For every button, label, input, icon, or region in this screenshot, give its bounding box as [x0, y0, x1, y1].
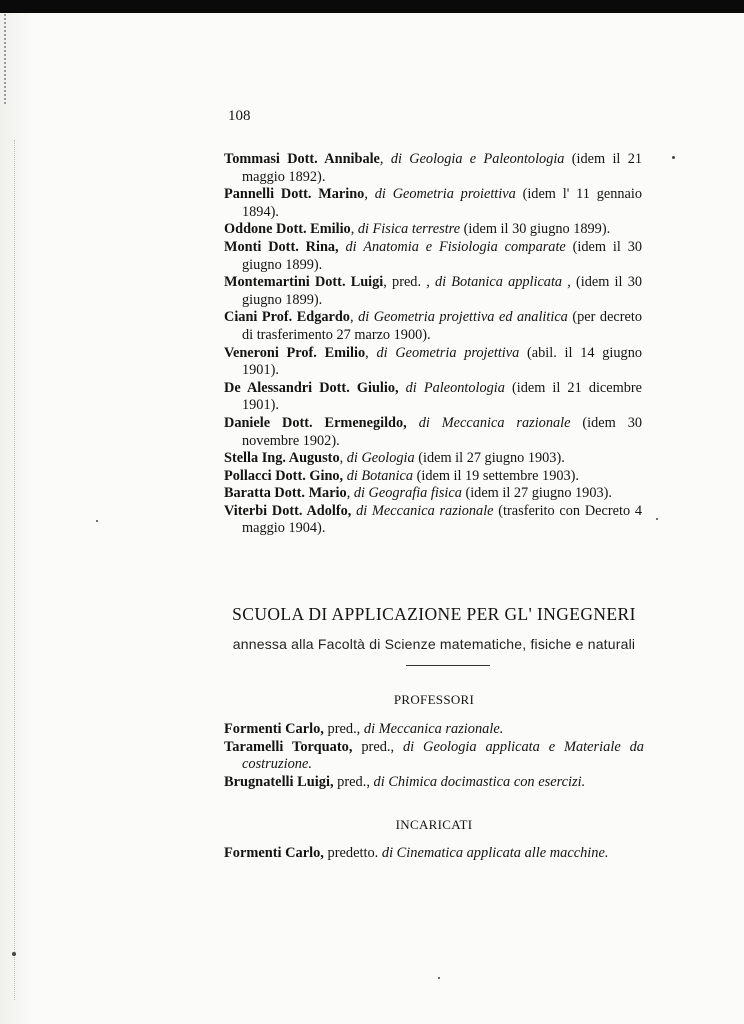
person-name: Stella Ing. Augusto — [224, 450, 340, 467]
role: predetto. — [327, 845, 379, 861]
list-item: Baratta Dott. Mario, di Geografia fisica (idem il 27 giugno 1903). — [224, 485, 612, 502]
entry-note: (idem il 30 giugno 1899). — [242, 274, 642, 308]
section-heading-incaricati: INCARICATI — [395, 817, 473, 832]
person-name: Formenti Carlo, — [224, 845, 324, 861]
subject: di Chimica docimastica con esercizi. — [373, 773, 586, 790]
list-item — [224, 739, 644, 774]
person-name: De Alessandri Dott. Giulio, — [224, 379, 399, 396]
entry-note: (per decreto di trasferimento 27 marzo 1900). — [242, 309, 642, 343]
list-item — [224, 468, 642, 486]
list-item — [224, 415, 642, 450]
entry-note: (trasferito con Decreto 4 maggio 1904). — [242, 502, 643, 537]
list-item: Montemartini Dott. Luigi, pred. , di Botanica applicata , (idem il 30 giugno 1899). — [224, 274, 642, 308]
person-name: Pollacci Dott. Gino, — [224, 467, 344, 484]
subject: di Anatomia e Fisiologia comparate — [345, 238, 566, 255]
person-name: Ciani Prof. Edgardo — [224, 309, 350, 326]
list-item: Tommasi Dott. Annibale, di Geologia e Paleontologia (idem il 21 maggio 1892). — [224, 151, 643, 185]
section-heading-professori: PROFESSORI — [393, 692, 475, 707]
school-subtitle: annessa alla Facoltà di Scienze matematiche, fisiche e naturali — [232, 636, 636, 652]
list-item: Stella Ing. Augusto, di Geologia (idem il 27 giugno 1903). — [224, 450, 565, 467]
scan-speck — [12, 952, 16, 956]
list-item — [224, 239, 642, 274]
list-item: Veneroni Prof. Emilio, di Geometria projettiva (abil. il 14 giugno 1901). — [224, 344, 642, 379]
list-item — [224, 380, 642, 415]
scan-speck — [672, 156, 675, 159]
faculty-list — [224, 151, 642, 538]
school-title: SCUOLA DI APPLICAZIONE PER GL' INGEGNERI — [232, 604, 636, 624]
subject: di Geometria proiettiva — [374, 186, 516, 203]
binding-marks — [4, 14, 28, 104]
subject: di Botanica — [346, 467, 414, 484]
subject: di Paleontologia — [405, 379, 505, 396]
subject: di Geografia fisica — [353, 485, 462, 502]
person-name: Veneroni Prof. Emilio — [224, 344, 366, 361]
role: pred. , — [392, 274, 430, 291]
subject: di Geologia applicata e Materiale da costruzione. — [242, 738, 645, 773]
scan-left-edge — [0, 13, 34, 1024]
subject: di Botanica applicata , — [434, 274, 571, 291]
entry-note: (idem il 27 giugno 1903). — [465, 485, 612, 502]
professori-list — [224, 721, 644, 791]
divider — [406, 665, 490, 666]
list-item: Oddone Dott. Emilio, di Fisica terrestre (idem il 30 giugno 1899). — [224, 221, 611, 238]
person-name: Montemartini Dott. Luigi — [224, 274, 384, 291]
list-item — [224, 503, 642, 538]
entry-note: (idem il 21 maggio 1892). — [242, 151, 643, 185]
subject: di Meccanica razionale — [356, 502, 494, 519]
role: pred., — [361, 738, 395, 755]
person-name: Pannelli Dott. Marino — [224, 186, 365, 203]
scan-top-border — [0, 0, 744, 13]
scan-speck — [438, 977, 440, 979]
entry-note: (idem il 30 giugno 1899). — [242, 238, 643, 273]
role: pred., — [337, 773, 370, 790]
page-number: 108 — [228, 108, 251, 124]
person-name: Monti Dott. Rina, — [224, 238, 339, 255]
list-item: Ciani Prof. Edgardo, di Geometria projettiva ed analitica (per decreto di trasferimento 27 marzo 1900). — [224, 309, 642, 343]
list-item — [224, 845, 644, 863]
subject: di Geologia e Paleontologia — [390, 151, 565, 167]
person-name: Brugnatelli Luigi, — [224, 773, 334, 790]
entry-note: (idem 30 novembre 1902). — [242, 414, 642, 449]
entry-note: (idem il 21 dicembre 1901). — [242, 379, 643, 414]
subject: di Cinematica applicata alle macchine. — [381, 845, 609, 861]
entry-note: (idem l' 11 gennaio 1894). — [242, 186, 642, 220]
list-item — [224, 721, 644, 739]
person-name: Oddone Dott. Emilio — [224, 221, 351, 238]
list-item — [224, 774, 644, 792]
subject: di Fisica terrestre — [357, 221, 461, 238]
entry-note: (abil. il 14 giugno 1901). — [242, 344, 642, 379]
entry-note: (idem il 19 settembre 1903). — [416, 467, 579, 484]
scan-speck — [96, 520, 98, 522]
person-name: Baratta Dott. Mario — [224, 485, 347, 502]
person-name: Taramelli Torquato, — [224, 738, 353, 755]
person-name: Viterbi Dott. Adolfo, — [224, 502, 352, 519]
subject: di Meccanica razionale — [418, 414, 571, 431]
subject: di Geometria projettiva — [376, 344, 520, 361]
entry-note: (idem il 27 giugno 1903). — [418, 450, 565, 467]
subject: di Geologia — [346, 450, 415, 467]
subject: di Geometria projettiva ed analitica — [358, 309, 568, 326]
scan-speck — [656, 518, 658, 520]
list-item: Pannelli Dott. Marino, di Geometria proiettiva (idem l' 11 gennaio 1894). — [224, 186, 642, 220]
role: pred., — [327, 721, 361, 737]
entry-note: (idem il 30 giugno 1899). — [463, 221, 611, 238]
person-name: Tommasi Dott. Annibale — [224, 151, 380, 167]
subject: di Meccanica razionale. — [363, 721, 504, 737]
binding-marks-lower — [14, 140, 16, 1000]
person-name: Formenti Carlo, — [224, 721, 324, 737]
person-name: Daniele Dott. Ermenegildo, — [224, 414, 407, 431]
incaricati-list — [224, 845, 644, 863]
